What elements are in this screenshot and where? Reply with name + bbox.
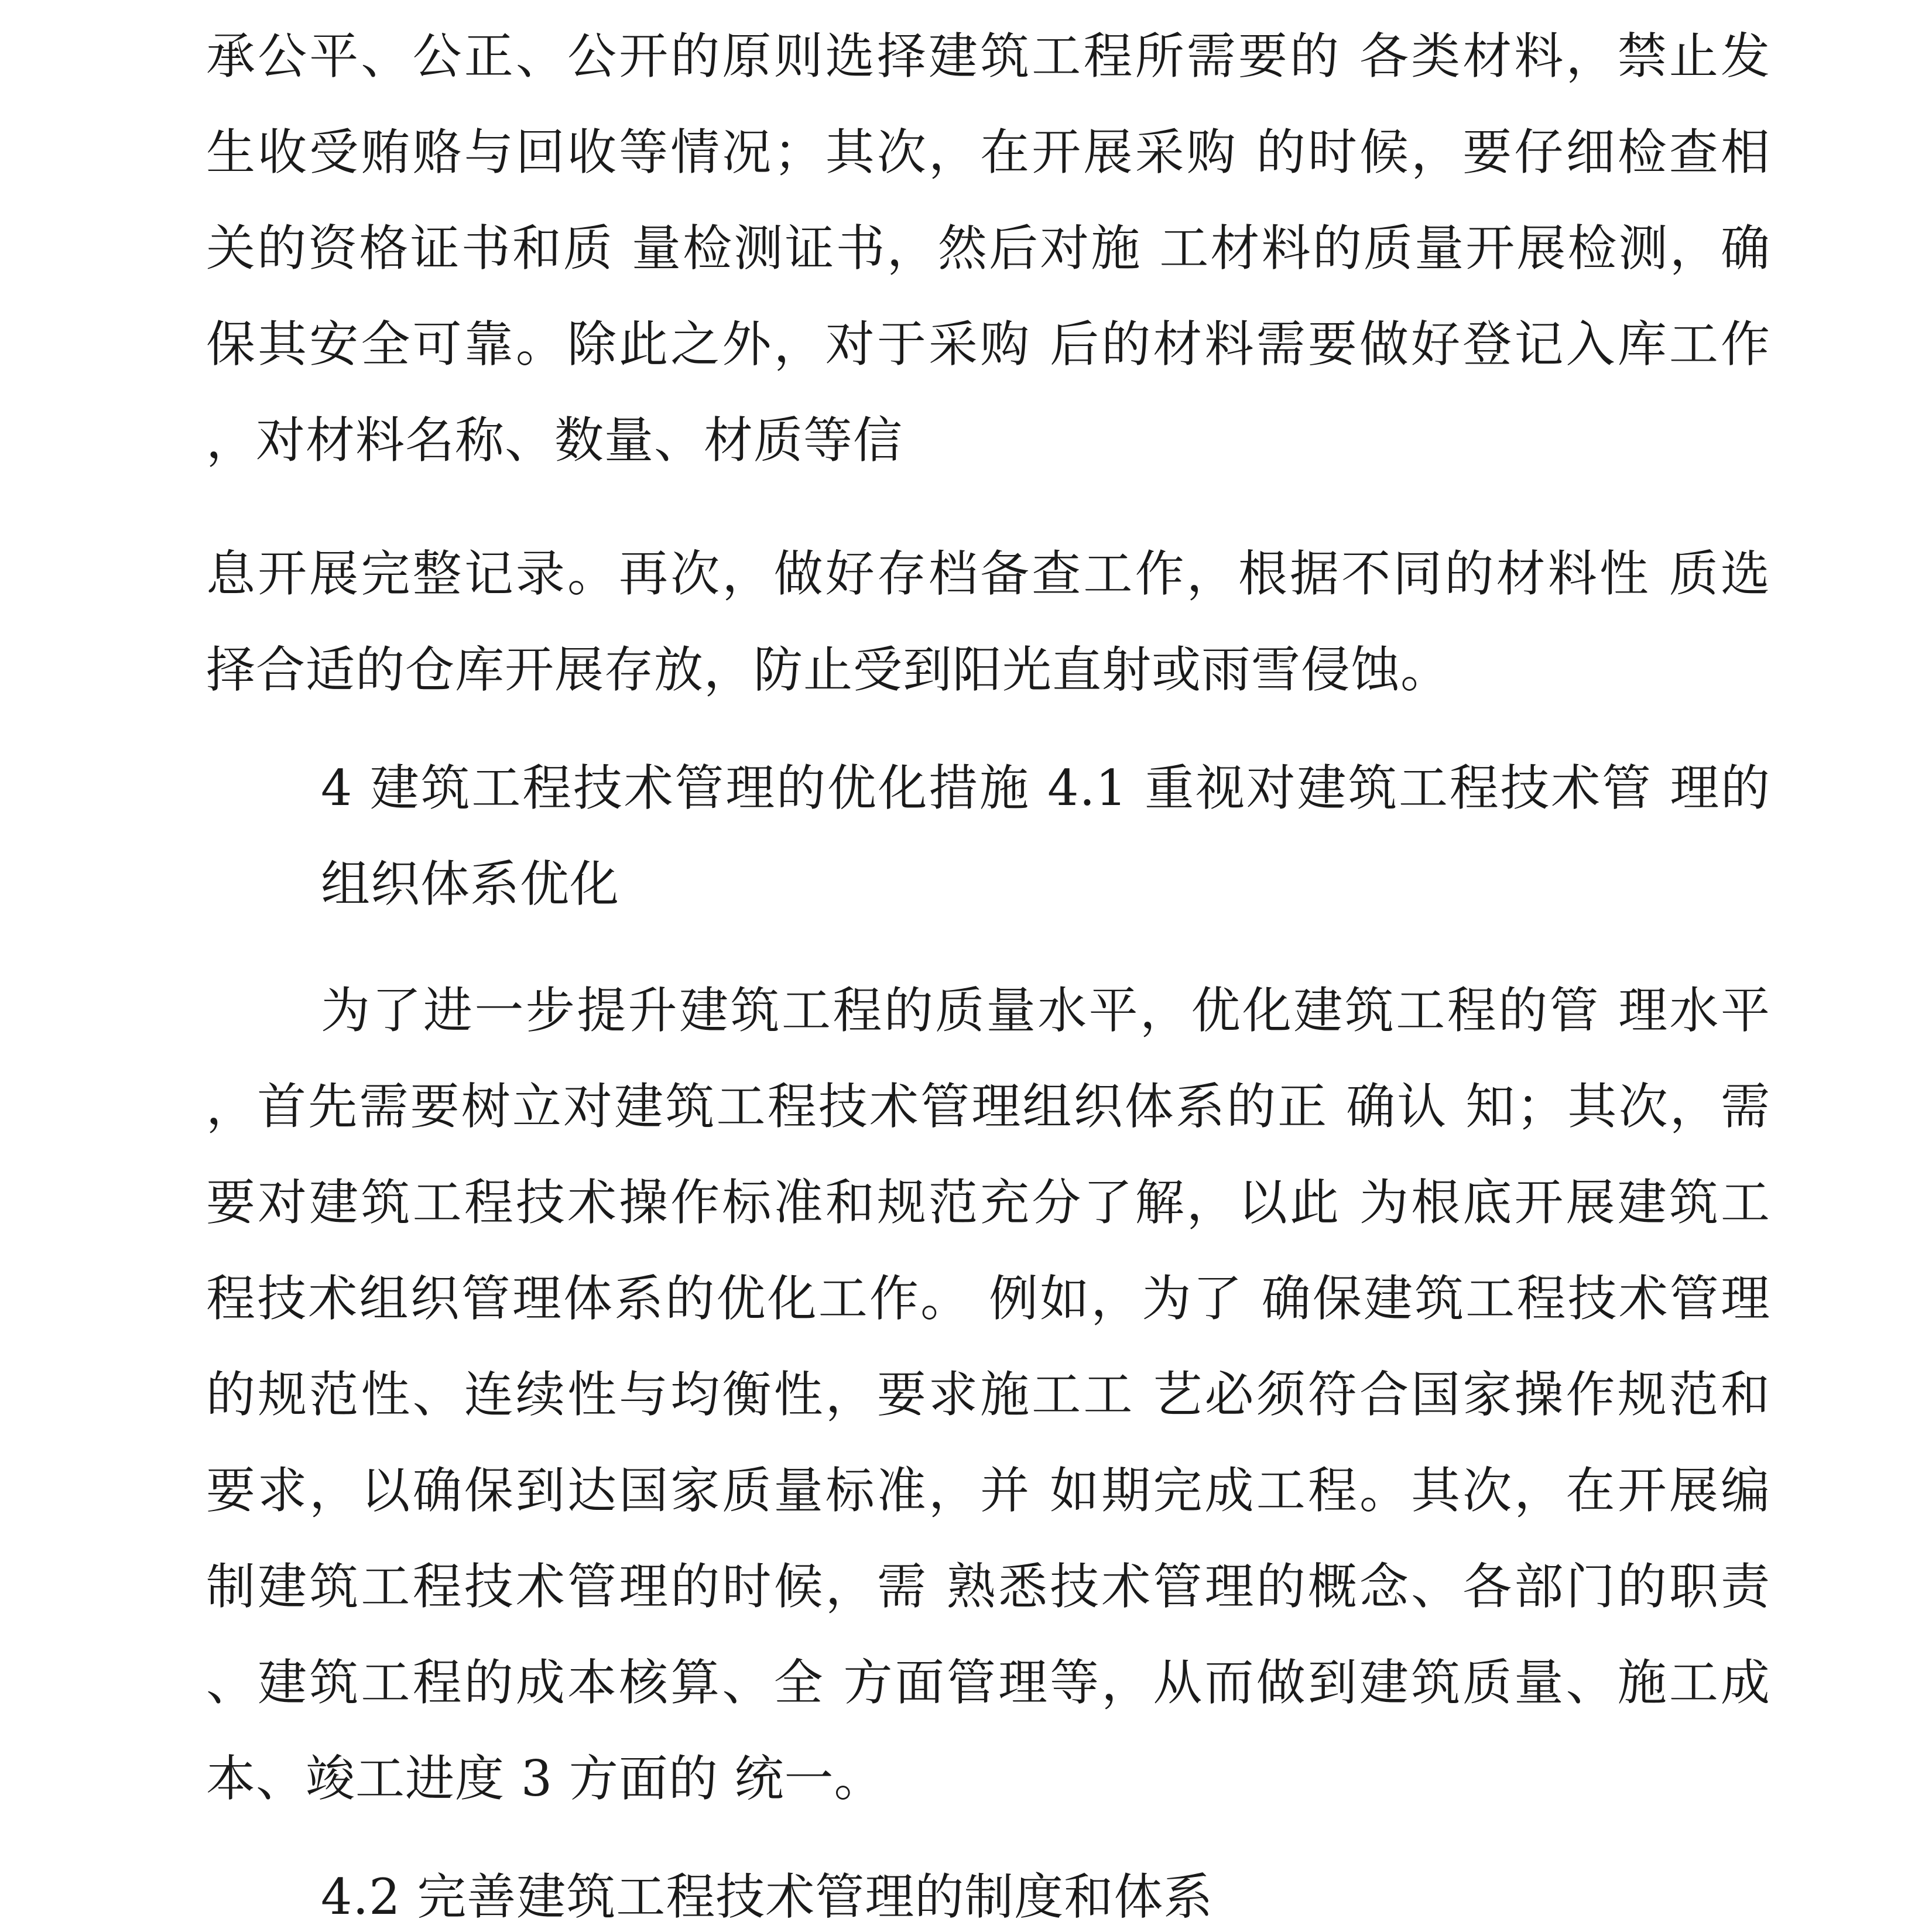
paragraph-1-line-4: 保其安全可靠。除此之外，对于采购 后的材料需要做好登记入库工作: [206, 316, 1770, 373]
paragraph-1-line-5: ，对材料名称、数量、材质等信: [206, 412, 903, 469]
section-heading-4-2: 4.2 完善建筑工程技术管理的制度和体系: [321, 1868, 1214, 1926]
paragraph-1-line-2: 生收受贿赂与回收等情况；其次，在开展采购 的时候，要仔细检查相: [206, 124, 1770, 181]
paragraph-2-line-1: 息开展完整记录。再次，做好存档备查工作，根据不同的材料性 质选: [206, 545, 1770, 602]
paragraph-1-line-1: 承公平、公正、公开的原则选择建筑工程所需要的 各类材料，禁止发: [206, 28, 1770, 85]
paragraph-3-line-2: ，首先需要树立对建筑工程技术管理组织体系的正 确认 知；其次，需: [206, 1078, 1770, 1135]
paragraph-3-line-1: 为了进一步提升建筑工程的质量水平，优化建筑工程的管 理水平: [321, 982, 1770, 1039]
section-heading-4-1-line-2: 组织体系优化: [321, 855, 620, 913]
paragraph-3-line-4: 程技术组织管理体系的优化工作。 例如，为了 确保建筑工程技术管理: [206, 1270, 1770, 1327]
paragraph-3-line-9: 本、竣工进度 3 方面的 统一。: [206, 1750, 884, 1807]
paragraph-3-line-6: 要求，以确保到达国家质量标准，并 如期完成工程。其次，在开展编: [206, 1462, 1770, 1519]
paragraph-2-line-2: 择合适的仓库开展存放，防止受到阳光直射或雨雪侵蚀。: [206, 641, 1451, 698]
paragraph-3-line-3: 要对建筑工程技术操作标准和规范充分了解，以此 为根底开展建筑工: [206, 1174, 1770, 1231]
paragraph-3-line-8: 、建筑工程的成本核算、全 方面管理等，从而做到建筑质量、施工成: [206, 1654, 1770, 1711]
paragraph-1-line-3: 关的资格证书和质 量检测证书，然后对施 工材料的质量开展检测，确: [206, 220, 1770, 277]
paragraph-3-line-7: 制建筑工程技术管理的时候，需 熟悉技术管理的概念、各部门的职责: [206, 1558, 1770, 1615]
paragraph-3-line-5: 的规范性、连续性与均衡性，要求施工工 艺必须符合国家操作规范和: [206, 1366, 1770, 1423]
section-heading-4-1-line-1: 4 建筑工程技术管理的优化措施 4.1 重视对建筑工程技术管 理的: [321, 759, 1770, 817]
